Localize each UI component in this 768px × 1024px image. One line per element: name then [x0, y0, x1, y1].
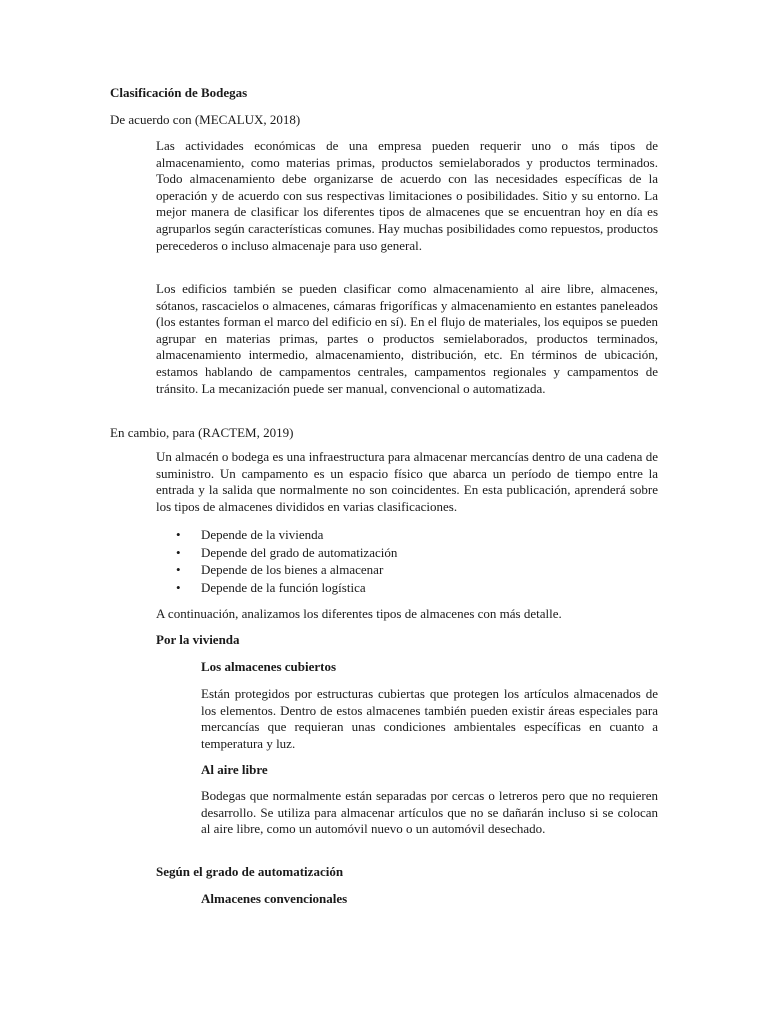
list-item: • Depende del grado de automatización	[176, 544, 398, 560]
paragraph-3: Un almacén o bodega es una infraestructura para almacenar mercancías dentro de una cadena de suministro. Un campamento es un espacio físico que abarca un período de tiempo entre la entrada y la salida que normalmente no son coincidentes. En esta publicación, aprenderá sobre los tipos de almacenes divididos en varias clasificaciones.	[156, 449, 658, 514]
bullet-icon: •	[176, 579, 181, 595]
heading-almacenes-cubiertos: Los almacenes cubiertos	[201, 659, 337, 674]
paragraph-5: Están protegidos por estructuras cubiertas que protegen los artículos almacenados de los elementos. Dentro de estos almacenes también pueden existir áreas especiales para mercancías que requieran unas condiciones ambientales específicas en cuanto a temperatura y luz.	[201, 686, 658, 751]
source-ractem: En cambio, para (RACTEM, 2019)	[110, 425, 294, 440]
source-mecalux: De acuerdo con (MECALUX, 2018)	[110, 112, 301, 127]
bullet-icon: •	[176, 544, 181, 560]
paragraph-2: Los edificios también se pueden clasificar como almacenamiento al aire libre, almacenes, sótanos, rascacielos o almacenes, cámaras frigoríficas y almacenamiento en estantes paneleados (los estantes forman el marco del edificio en sí). En el flujo de materiales, los equipos se pueden agrupar en materias primas, partes o productos semielaborados, productos terminados, almacenamiento intermedio, almacenamiento, distribución, etc. En términos de ubicación, estamos hablando de campamentos centrales, campamentos regionales y campamentos de tránsito. La mecanización puede ser manual, convencional o automatizada.	[156, 281, 658, 396]
document-title: Clasificación de Bodegas	[110, 85, 248, 100]
paragraph-4: A continuación, analizamos los diferentes tipos de almacenes con más detalle.	[156, 606, 562, 621]
paragraph-6: Bodegas que normalmente están separadas por cercas o letreros pero que no requieren desarrollo. Se utiliza para almacenar artículos que no se dañarán incluso si se colocan al aire libre, como un automóvil nuevo o un automóvil desechado.	[201, 788, 658, 837]
heading-aire-libre: Al aire libre	[201, 762, 268, 777]
heading-grado-automatizacion: Según el grado de automatización	[156, 864, 344, 879]
list-item: • Depende de la función logística	[176, 579, 366, 595]
list-item: • Depende de la vivienda	[176, 527, 324, 542]
bullet-icon: •	[176, 562, 181, 577]
list-item: • Depende de los bienes a almacenar	[176, 562, 384, 577]
paragraph-1: Las actividades económicas de una empresa pueden requerir uno o más tipos de almacenamiento, como materias primas, productos semielaborados y productos terminados. Todo almacenamiento debe organizarse de acuerdo con las necesidades específicas de la operación y de acuerdo con sus respectivas limitaciones o posibilidades. Sitio y su entorno. La mejor manera de clasificar los diferentes tipos de almacenes que se encuentran hoy en día es agruparlos según características comunes. Hay muchas posibilidades como repuestos, productos perecederos o incluso almacenaje para uso general.	[156, 138, 658, 253]
bullet-icon: •	[176, 527, 181, 542]
classification-list	[156, 527, 397, 597]
heading-almacenes-convencionales: Almacenes convencionales	[201, 891, 348, 906]
heading-por-la-vivienda: Por la vivienda	[156, 632, 240, 647]
